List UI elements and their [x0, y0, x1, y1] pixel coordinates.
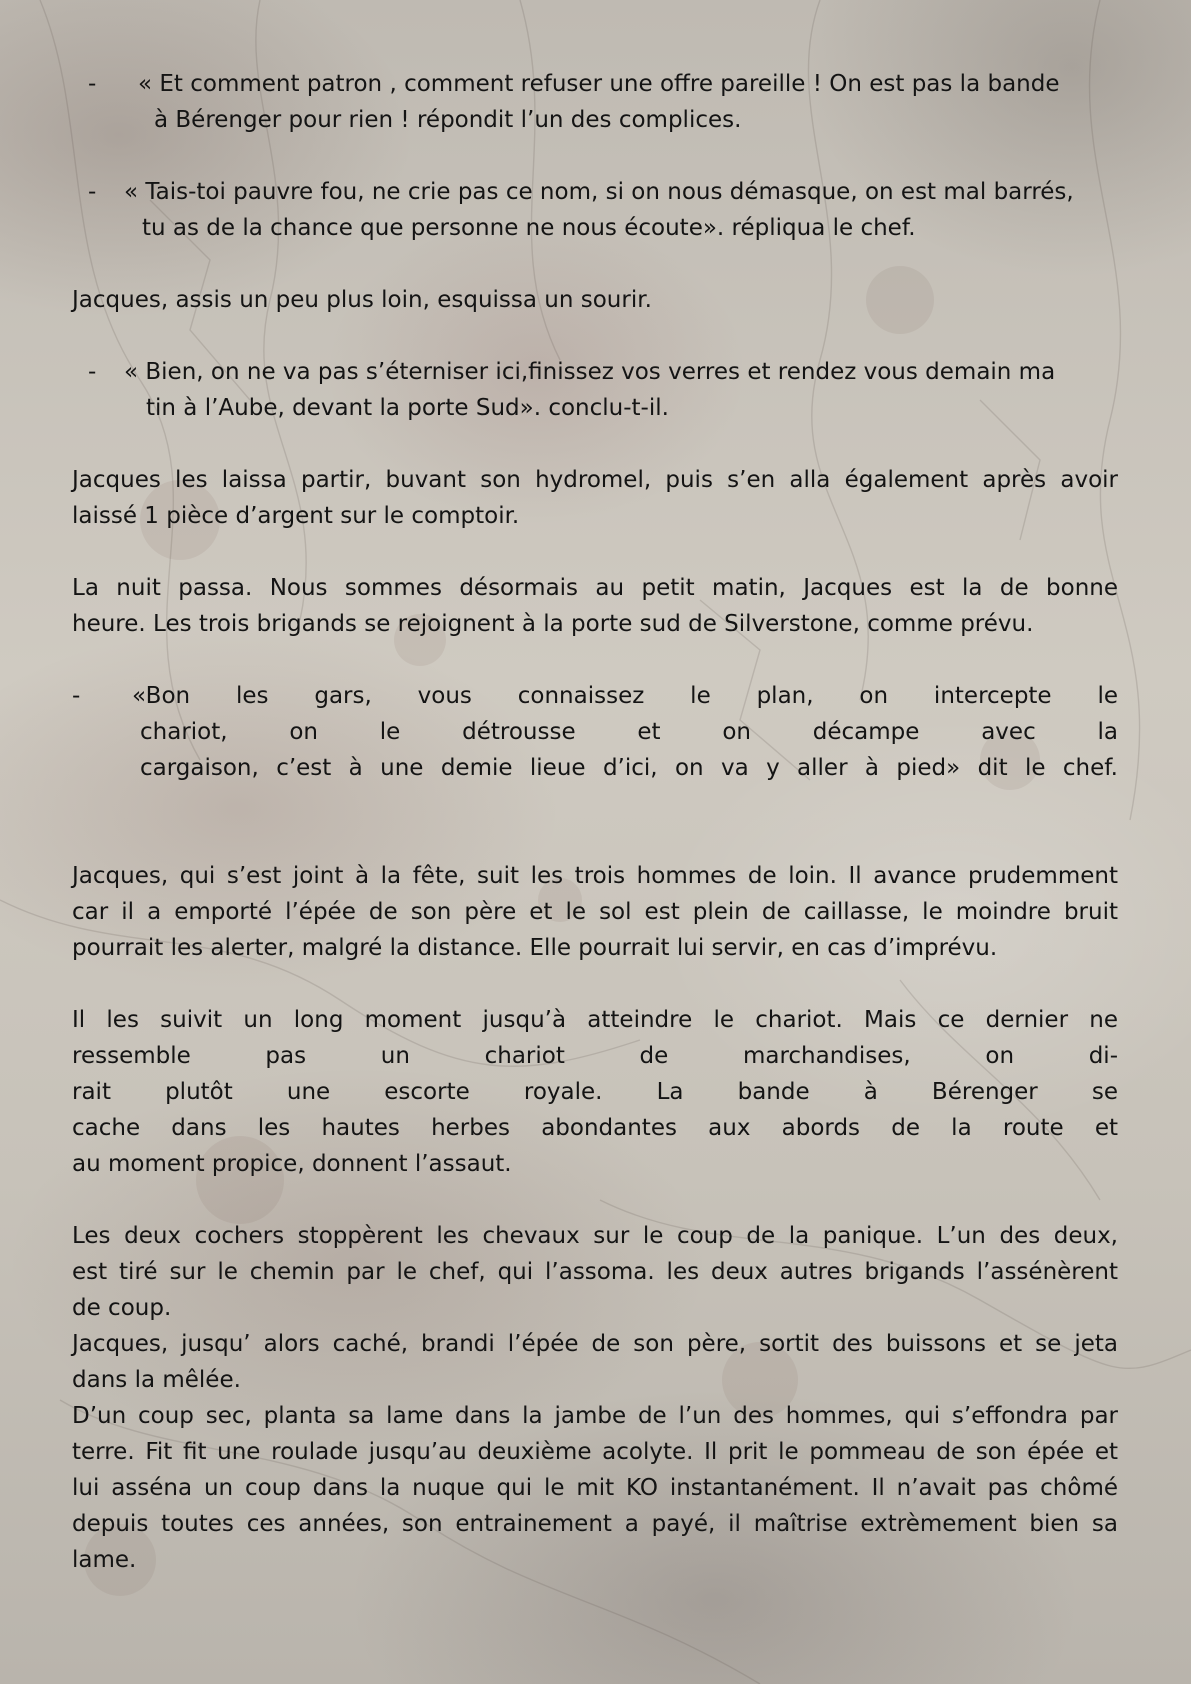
text-line: dans la mêlée.: [72, 1367, 241, 1393]
text-line: Les deux cochers stoppèrent les chevaux sur le coup de la panique. L’un des deux,: [72, 1223, 1118, 1249]
dialogue-dash: -: [88, 179, 97, 205]
dialogue-line: « Bien, on ne va pas s’éterniser ici,finissez vos verres et rendez vous demain ma: [124, 359, 1056, 385]
narration-paragraph: [72, 1326, 1118, 1398]
document-text: [72, 66, 1118, 1578]
dialogue-4: [72, 678, 1118, 786]
text-line: laissé 1 pièce d’argent sur le comptoir.: [72, 503, 520, 529]
text-line: depuis toutes ces années, son entrainement a payé, il maîtrise extrèmement bien sa: [72, 1511, 1118, 1537]
narration-paragraph: Jacques, assis un peu plus loin, esquissa un sourir.: [72, 287, 652, 313]
text-line: D’un coup sec, planta sa lame dans la jambe de l’un des hommes, qui s’effondra par: [72, 1403, 1118, 1429]
text-line: Il les suivit un long moment jusqu’à atteindre le chariot. Mais ce dernier ne: [72, 1007, 1118, 1033]
text-line: Jacques, jusqu’ alors caché, brandi l’épée de son père, sortit des buissons et se jeta: [72, 1331, 1118, 1357]
text-line: Jacques les laissa partir, buvant son hydromel, puis s’en alla également après avoir: [72, 467, 1118, 493]
text-line: de coup.: [72, 1295, 172, 1321]
dialogue-1: [72, 66, 1118, 138]
dialogue-line: « Et comment patron , comment refuser une offre pareille ! On est pas la bande: [138, 71, 1060, 97]
narration-paragraph: [72, 462, 1118, 534]
dialogue-dash: -: [88, 71, 97, 97]
narration-paragraph: [72, 570, 1118, 642]
narration-paragraph: [72, 1002, 1118, 1182]
dialogue-2: [72, 174, 1118, 246]
dialogue-dash: -: [88, 359, 97, 385]
dialogue-3: [72, 354, 1118, 426]
text-line: ressemble pas un chariot de marchandises, on di-: [72, 1043, 1118, 1069]
text-line: pourrait les alerter, malgré la distance. Elle pourrait lui servir, en cas d’imprévu.: [72, 935, 998, 961]
text-line: Jacques, qui s’est joint à la fête, suit les trois hommes de loin. Il avance prudemment: [72, 863, 1118, 889]
text-line: heure. Les trois brigands se rejoignent à la porte sud de Silverstone, comme prévu.: [72, 611, 1034, 637]
text-line: rait plutôt une escorte royale. La bande à Bérenger se: [72, 1079, 1118, 1105]
text-line: terre. Fit fit une roulade jusqu’au deuxième acolyte. Il prit le pommeau de son épée et: [72, 1439, 1118, 1465]
dialogue-line: chariot, on le détrousse et on décampe avec la: [140, 719, 1118, 745]
dialogue-line: tu as de la chance que personne ne nous écoute». répliqua le chef.: [142, 215, 916, 241]
text-line: est tiré sur le chemin par le chef, qui l’assoma. les deux autres brigands l’assénèrent: [72, 1259, 1118, 1285]
dialogue-line: cargaison, c’est à une demie lieue d’ici, on va y aller à pied» dit le chef.: [140, 755, 1118, 781]
text-line: La nuit passa. Nous sommes désormais au petit matin, Jacques est la de bonne: [72, 575, 1118, 601]
text-line: cache dans les hautes herbes abondantes aux abords de la route et: [72, 1115, 1118, 1141]
text-line: au moment propice, donnent l’assaut.: [72, 1151, 512, 1177]
narration-paragraph: [72, 858, 1118, 966]
dialogue-line: « Tais-toi pauvre fou, ne crie pas ce nom, si on nous démasque, on est mal barrés,: [124, 179, 1074, 205]
text-line: car il a emporté l’épée de son père et le sol est plein de caillasse, le moindre bruit: [72, 899, 1118, 925]
dialogue-line: à Bérenger pour rien ! répondit l’un des complices.: [154, 107, 742, 133]
text-line: lui asséna un coup dans la nuque qui le mit KO instantanément. Il n’avait pas chômé: [72, 1475, 1118, 1501]
dialogue-line: «Bon les gars, vous connaissez le plan, on intercepte le: [132, 683, 1118, 709]
dialogue-dash: -: [72, 683, 81, 709]
text-line: lame.: [72, 1547, 137, 1573]
narration-paragraph: [72, 1398, 1118, 1578]
dialogue-line: tin à l’Aube, devant la porte Sud». conclu-t-il.: [146, 395, 669, 421]
narration-paragraph: [72, 1218, 1118, 1326]
